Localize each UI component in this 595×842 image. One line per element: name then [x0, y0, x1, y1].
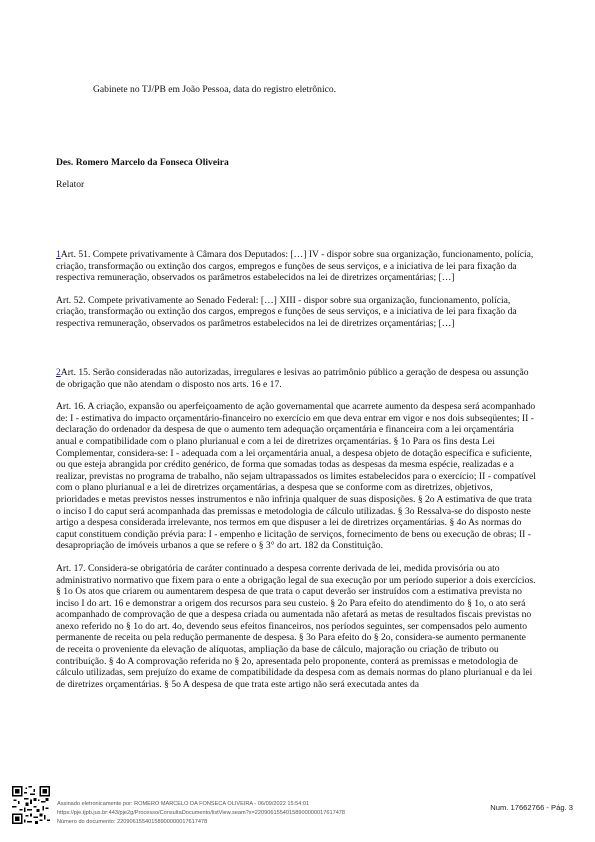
footnote-1-paragraph-1 [56, 249, 536, 284]
footnote-1-paragraph-2: Art. 52. Compete privativamente ao Senado Federal: […] XIII - dispor sobre sua organização, funcionamento, polícia, criação, transformação ou extinção dos cargos, empregos e funções de seus serviços, e a iniciativa de lei para fixação da respectiva remuneração, observados os parâmetros estabelecidos na lei de diretrizes orçamentárias; […] [56, 294, 517, 329]
footnote-2-paragraph-3: Art. 17. Considera-se obrigatória de caráter continuado a despesa corrente derivada de lei, medida provisória ou ato administrativo normativo que fixem para o ente a obrigação legal de sua execução por um período superior a dois exercícios. § 1o Os atos que criarem ou aumentarem despesa de que trata o caput deverão ser instruídos com a estimativa prevista no inciso I do art. 16 e demonstrar a origem dos recursos para seu custeio. § 2o Para efeito do atendimento do § 1o, o ato será acompanhado de comprovação de que a despesa criada ou aumentada não afetará as metas de resultados fiscais previstas no anexo referido no § 1o do art. 4o, devendo seus efeitos financeiros, nos períodos seguintes, ser compensados pelo aumento permanente de receita ou pela redução permanente de despesa. § 3o Para efeito do § 2o, considera-se aumento permanente de receita o proveniente da elevação de alíquotas, ampliação da base de cálculo, majoração ou criação de tributo ou contribuição. § 4o A comprovação referida no § 2o, apresentada pelo proponente, conterá as premissas e metodologia de cálculo utilizadas, sem prejuízo do exame de compatibilidade da despesa com as demais normas do plano plurianual e da lei de diretrizes orçamentárias. § 5o A despesa de que trata este artigo não será executada antes da [56, 562, 536, 690]
location-date-line: Gabinete no TJ/PB em João Pessoa, data do registro eletrônico. [93, 84, 337, 95]
qr-code [12, 786, 50, 829]
signer-role: Relator [56, 179, 85, 190]
footnote-1-text-1: Art. 51. Compete privativamente à Câmara dos Deputados: […] IV - dispor sobre sua organização, funcionamento, polícia, criação, transformação ou extinção dos cargos, empregos e funções de seus serviços, e a iniciativa de lei para fixação da respectiva remuneração, observados os parâmetros estabelecidos na lei de diretrizes orçamentárias; […] [56, 249, 534, 284]
signer-name: Des. Romero Marcelo da Fonseca Oliveira [56, 157, 229, 168]
footnote-2-text-1: Art. 15. Serão consideradas não autorizadas, irregulares e lesivas ao patrimônio público a geração de despesa ou assunção de obrigação que não atendam o disposto nos arts. 16 e 17. [56, 367, 529, 390]
qr-code-icon [12, 786, 50, 824]
footer-page-ref: Num. 17662766 - Pág. 3 [490, 803, 573, 812]
footer-doc-number: Número do documento: 22090615540158900000017617478 [57, 819, 208, 825]
footer-url[interactable]: https://pje.tjpb.jus.br:443/pje2g/Processo/ConsultaDocumento/listView.seam?x=22090615540158900000017617478 [57, 810, 346, 816]
footnote-2-paragraph-2: Art. 16. A criação, expansão ou aperfeiçoamento de ação governamental que acarrete aumento da despesa será acompanhado de: I - estimativa do impacto orçamentário-financeiro no exercício em que deva entrar em vigor e nos dois subseqüentes; II - declaração do ordenador da despesa de que o aumento tem adequação orçamentária e financeira com a lei orçamentária anual e compatibilidade com o plano plurianual e com a lei de diretrizes orçamentárias. § 1o Para os fins desta Lei Complementar, considera-se: I - adequada com a lei orçamentária anual, a despesa objeto de dotação específica e suficiente, ou que esteja abrangida por crédito genérico, de forma que somadas todas as despesas da mesma espécie, realizadas e a realizar, previstas no programa de trabalho, não sejam ultrapassados os limites estabelecidos para o exercício; II - compatível com o plano plurianual e a lei de diretrizes orçamentárias, a despesa que se conforme com as diretrizes, objetivos, prioridades e metas previstos nesses instrumentos e não infrinja qualquer de suas disposições. § 2o A estimativa de que trata o inciso I do caput será acompanhada das premissas e metodologia de cálculo utilizadas. § 3o Ressalva-se do disposto neste artigo a despesa considerada irrelevante, nos termos em que dispuser a lei de diretrizes orçamentárias. § 4o As normas do caput constituem condição prévia para: I - empenho e licitação de serviços, fornecimento de bens ou execução de obras; II - desapropriação de imóveis urbanos a que se refere o § 3° do art. 182 da Constituição. [56, 401, 536, 552]
footnote-1 [56, 249, 536, 330]
footnote-2-paragraph-1 [56, 367, 536, 390]
footnote-2 [56, 367, 536, 690]
footer-signed-by: Assinado eletronicamente por: ROMERO MARCELO DA FONSECA OLIVEIRA - 06/09/2022 15:54:01 [57, 801, 310, 807]
footnote-2-marker[interactable]: 2 [56, 367, 61, 378]
footnote-1-marker[interactable]: 1 [56, 249, 61, 260]
footer-signature-info [57, 800, 345, 827]
